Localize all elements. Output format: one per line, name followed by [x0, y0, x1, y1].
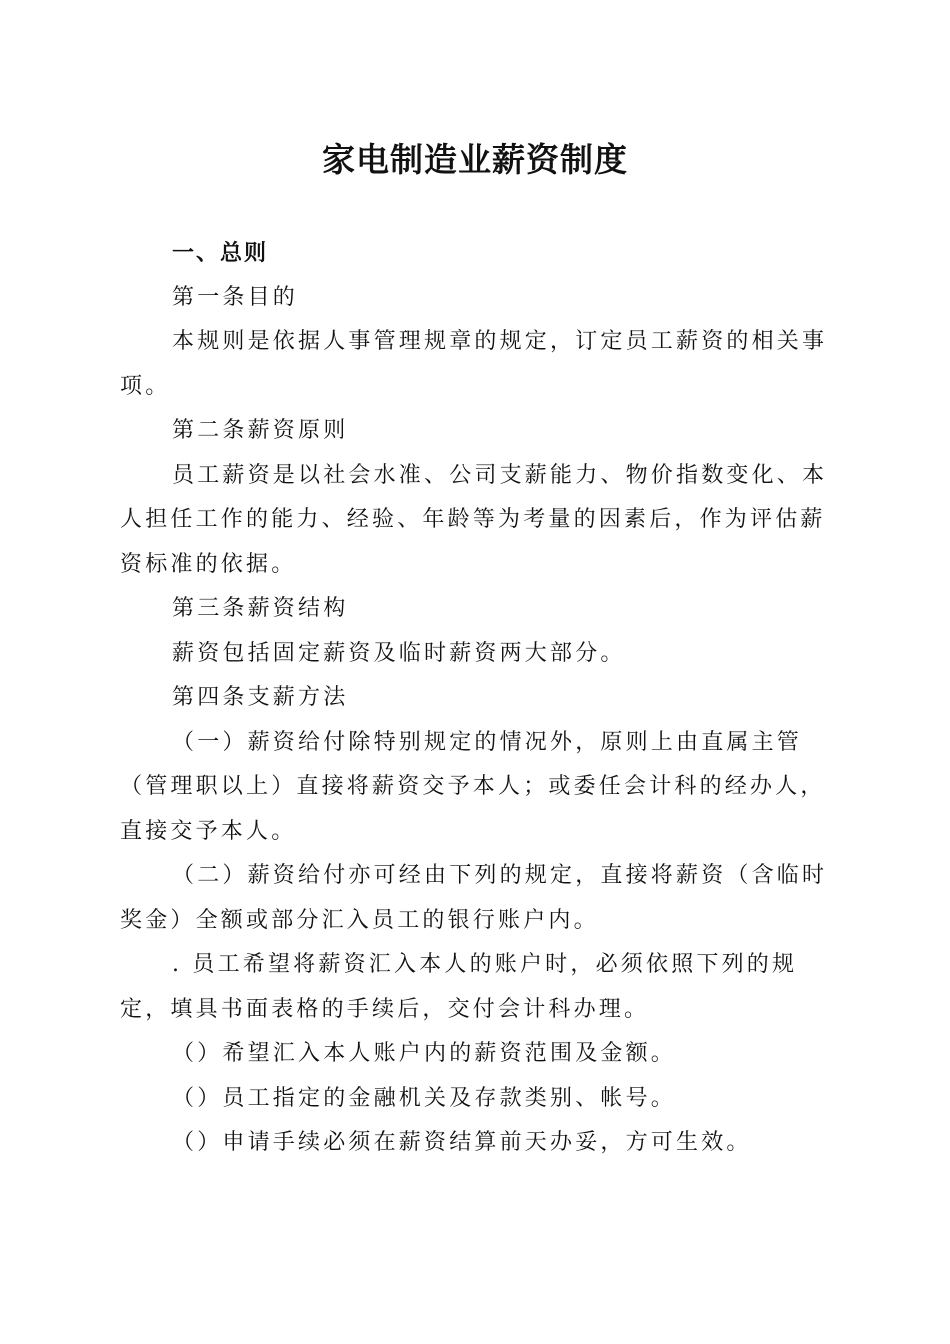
list-item: （）员工指定的金融机关及存款类别、帐号。	[172, 1085, 677, 1111]
document-title: 家电制造业薪资制度	[322, 140, 628, 179]
article-4-heading: 第四条支薪方法	[172, 685, 349, 710]
document-body	[120, 231, 832, 1166]
article-3-heading: 第三条薪资结构	[172, 596, 349, 621]
article-2-text: 员工薪资是以社会水准、公司支薪能力、物价指数变化、本人担任工作的能力、经验、年龄等为考量的因素后，作为评估薪资标准的依据。	[120, 462, 828, 577]
article-3-text: 薪资包括固定薪资及临时薪资两大部分。	[172, 640, 626, 666]
section-heading-general: 一、总则	[172, 240, 269, 266]
article-1-text: 本规则是依据人事管理规章的规定，订定员工薪资的相关事项。	[120, 329, 828, 399]
article-4-clause-1: （一）薪资给付除特别规定的情况外，原则上由直属主管（管理职以上）直接将薪资交予本人；或委任会计科的经办人，直接交予本人。	[120, 729, 826, 844]
article-2-heading: 第二条薪资原则	[172, 418, 349, 443]
list-item: （）希望汇入本人账户内的薪资范围及金额。	[172, 1041, 677, 1066]
list-item: （）申请手续必须在薪资结算前天办妥，方可生效。	[172, 1130, 752, 1155]
article-1-heading: 第一条目的	[172, 284, 299, 310]
article-4-clause-2: （二）薪资给付亦可经由下列的规定，直接将薪资（含临时奖金）全额或部分汇入员工的银行账户内。	[120, 863, 828, 933]
article-4-subclause: . 员工希望将薪资汇入本人的账户时，必须依照下列的规定，填具书面表格的手续后，交付会计科办理。	[120, 952, 798, 1022]
